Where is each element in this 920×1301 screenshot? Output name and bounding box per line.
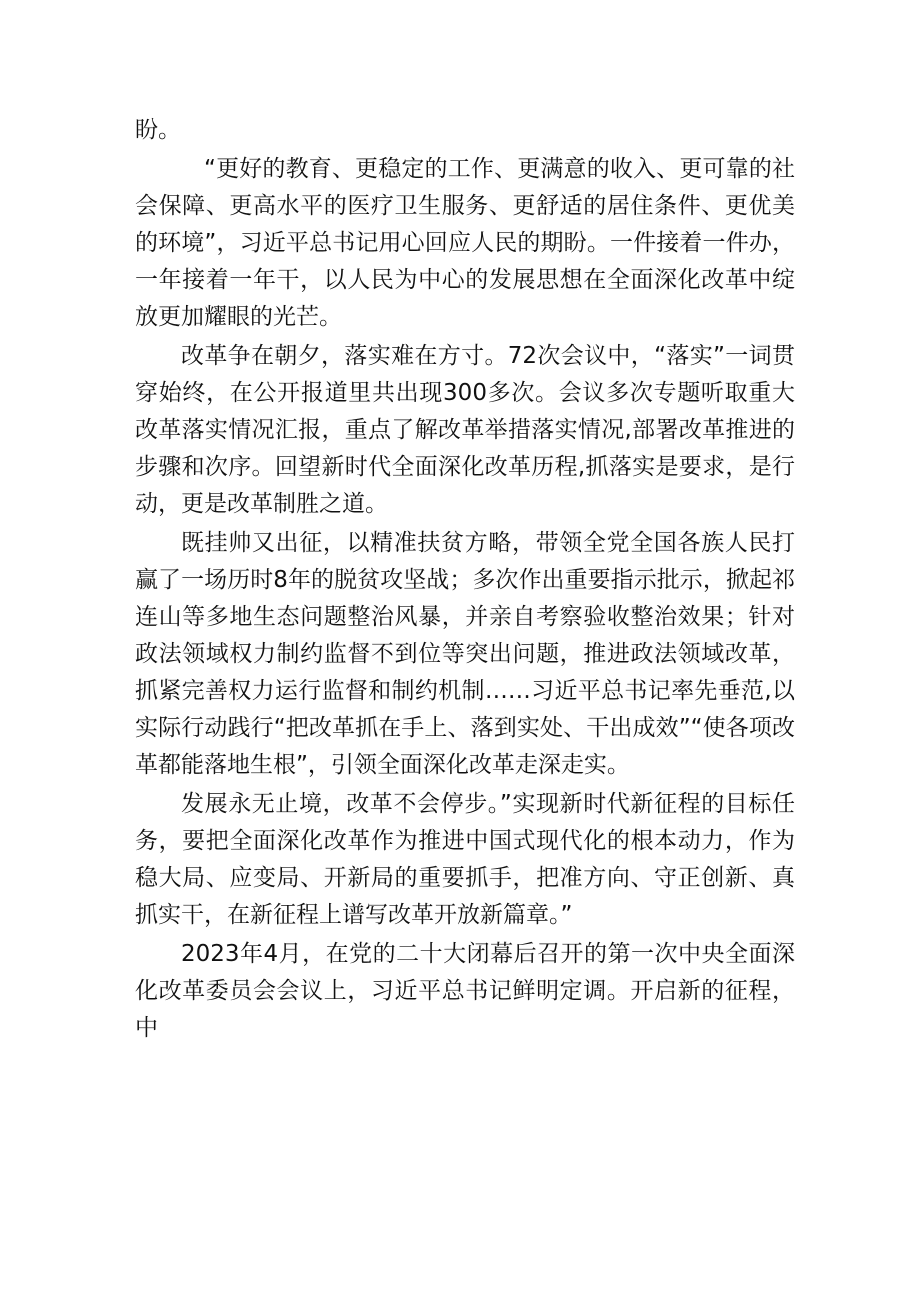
paragraph-implementation: 改革争在朝夕，落实难在方寸。72次会议中，“落实”一词贯穿始终，在公开报道里共出现300多次。会议多次专题听取重大改革落实情况汇报，重点了解改革举措落实情况,部署改革推进的步骤和次序。回望新时代全面深化改革历程,抓落实是要求，是行动，更是改革制胜之道。: [135, 343, 795, 517]
paragraph-continuation: 盼。: [135, 117, 181, 143]
paragraph-2023-meeting: 2023年4月，在党的二十大闭幕后召开的第一次中央全面深化改革委员会会议上，习近平总书记鲜明定调。开启新的征程，中: [135, 941, 795, 1041]
document-body: [135, 112, 795, 1049]
paragraph-reform-continues: 发展永无止境，改革不会停步。”实现新时代新征程的目标任务，要把全面深化改革作为推进中国式现代化的根本动力，作为稳大局、应变局、开新局的重要抓手，把准方向、守正创新、真抓实干，在新征程上谱写改革开放新篇章。”: [135, 791, 795, 928]
paragraph-people-expectations: “更好的教育、更稳定的工作、更满意的收入、更可靠的社会保障、更高水平的医疗卫生服务、更舒适的居住条件、更优美的环境”，习近平总书记用心回应人民的期盼。一件接着一件办，一年接着一年干，以人民为中心的发展思想在全面深化改革中绽放更加耀眼的光芒。: [135, 156, 795, 330]
paragraph-leading-example: 既挂帅又出征，以精准扶贫方略，带领全党全国各族人民打赢了一场历时8年的脱贫攻坚战；多次作出重要指示批示，掀起祁连山等多地生态问题整治风暴，并亲自考察验收整治效果；针对政法领域权力制约监督不到位等突出问题，推进政法领域改革，抓紧完善权力运行监督和制约机制……习近平总书记率先垂范,以实际行动践行“把改革抓在手上、落到实处、干出成效”“使各项改革都能落地生根”，引领全面深化改革走深走实。: [135, 530, 795, 778]
